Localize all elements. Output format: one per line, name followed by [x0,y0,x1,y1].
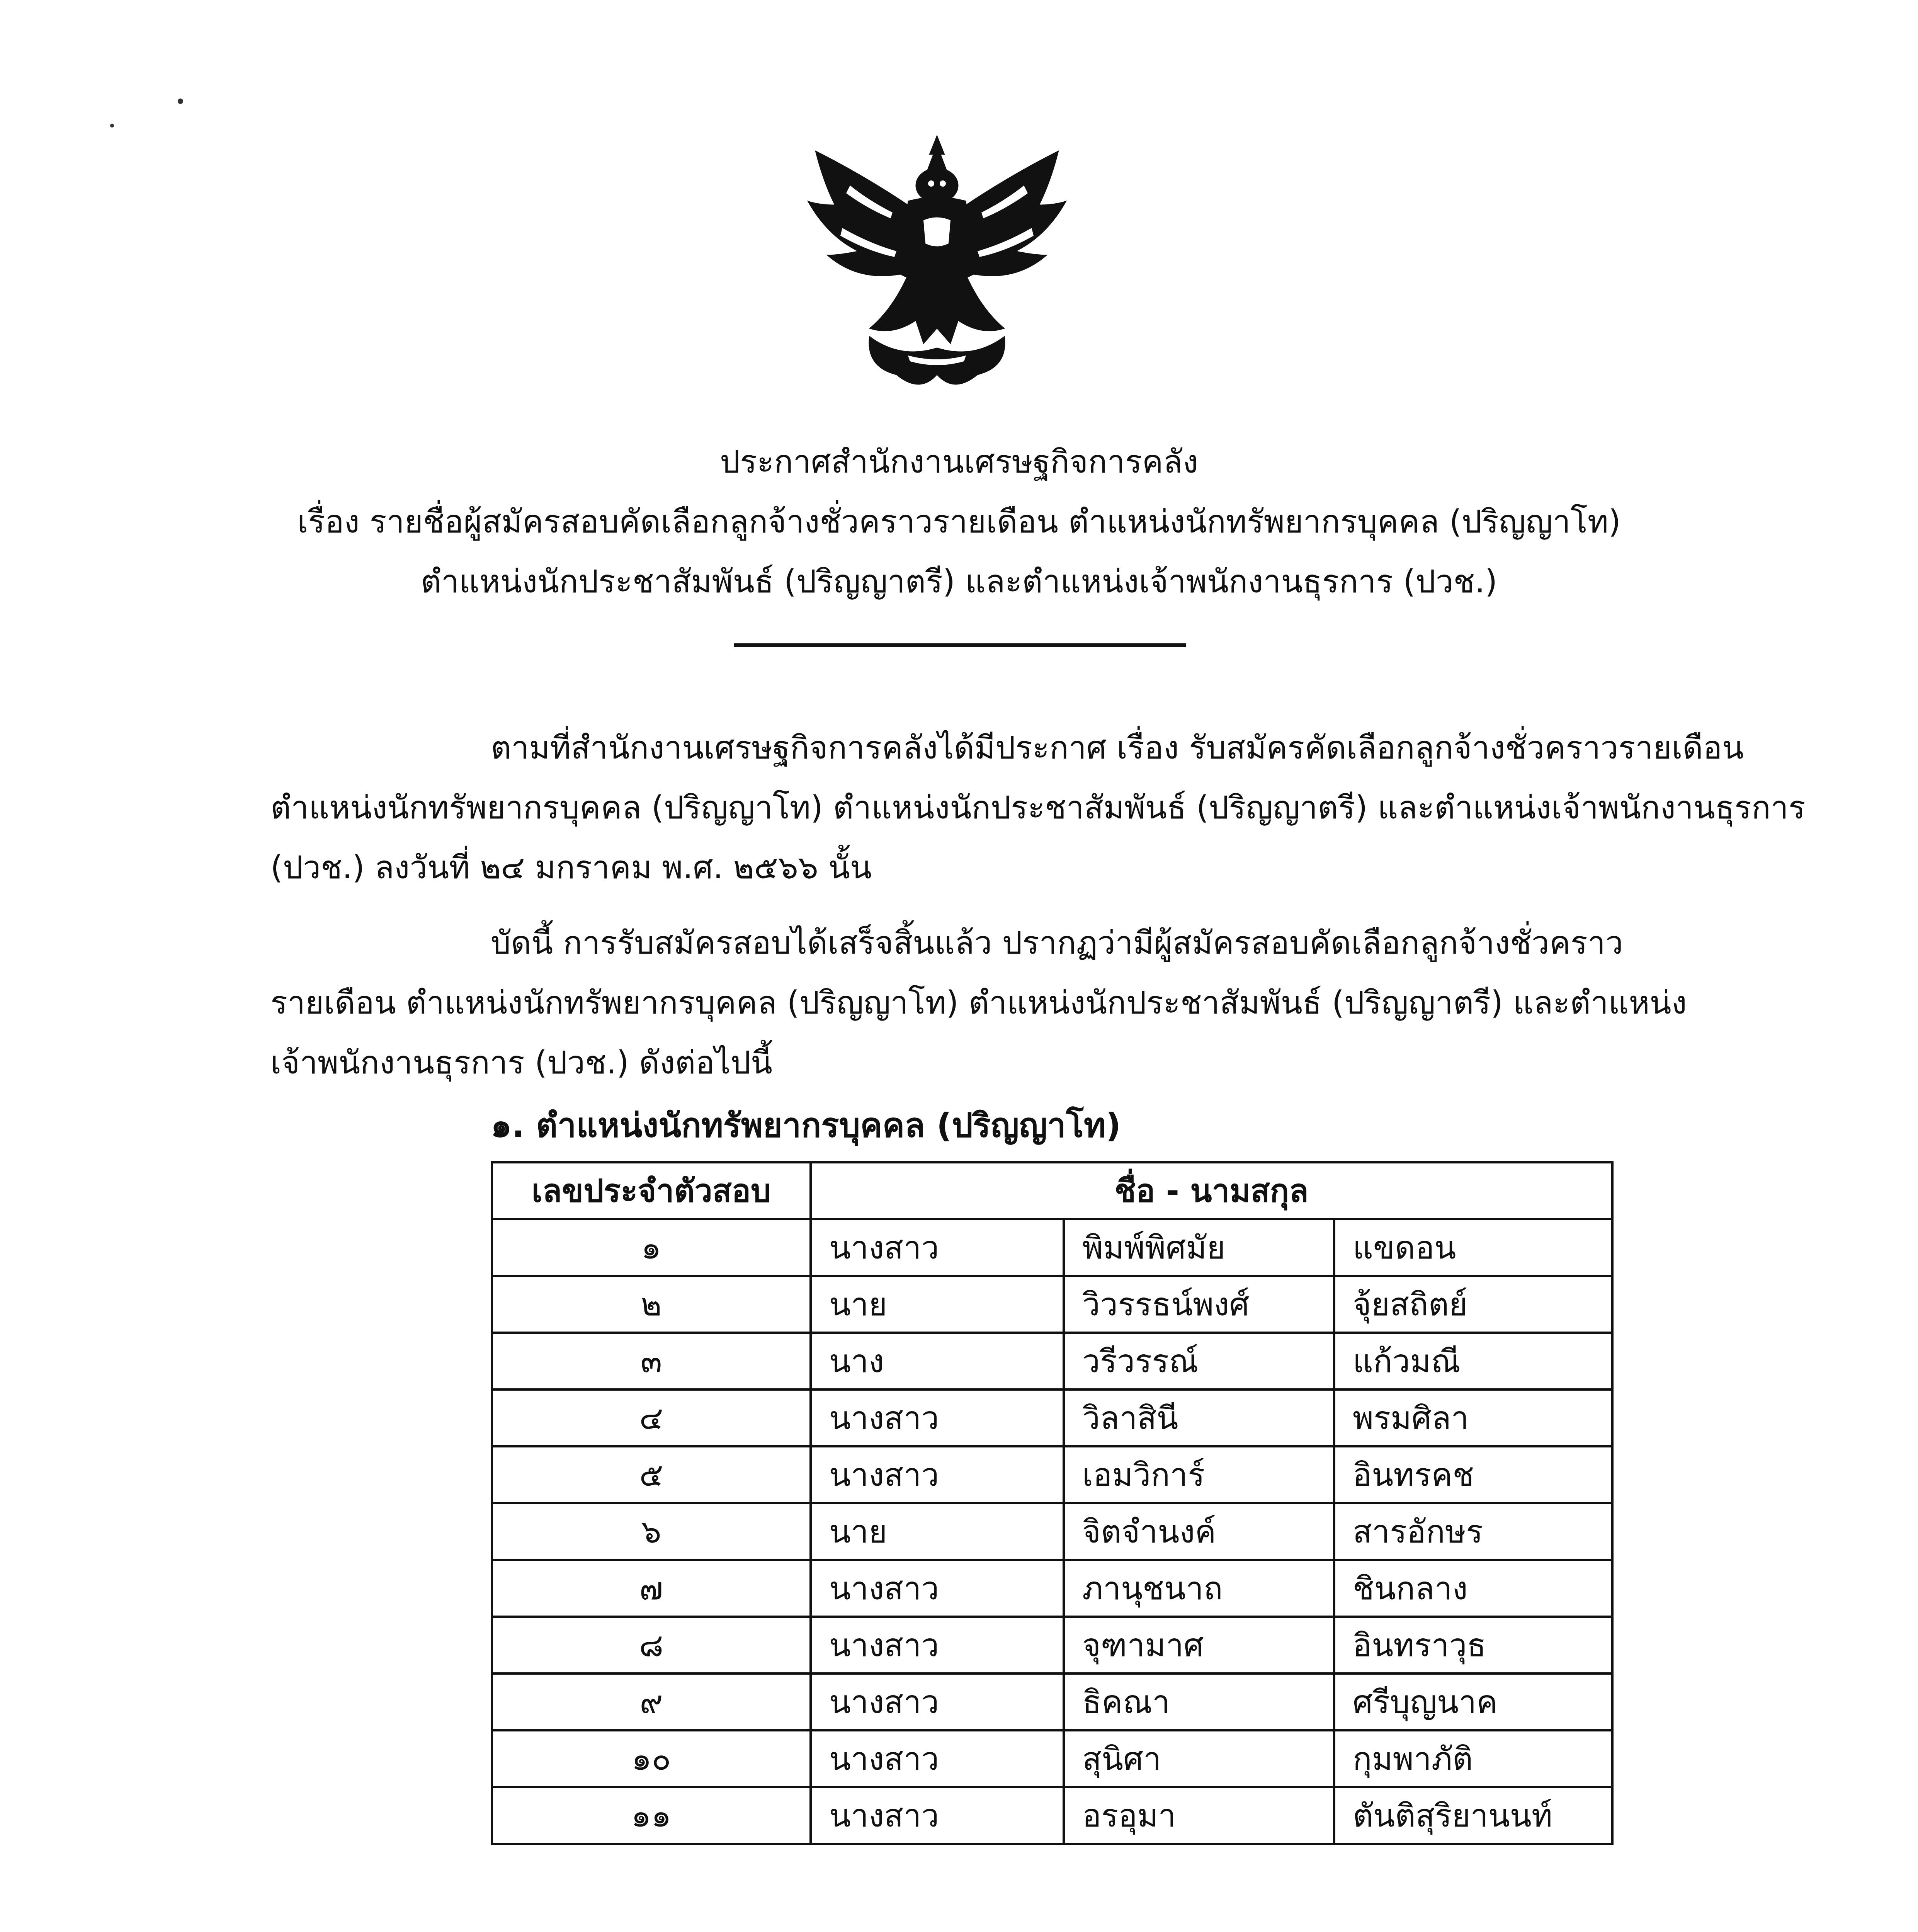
last-name-cell: ตันติสุริยานนท์ [1334,1787,1612,1844]
announcement-subject-line-2: ตำแหน่งนักประชาสัมพันธ์ (ปริญญาตรี) และตำแหน่งเจ้าพนักงานธุรการ (ปวช.) [420,563,1498,600]
first-name-cell: พิมพ์พิศมัย [1064,1219,1334,1276]
name-prefix-cell: นาง [811,1333,1064,1389]
first-name-cell: วิวรรธน์พงศ์ [1064,1276,1334,1333]
name-prefix-cell: นางสาว [811,1446,1064,1503]
table-row [492,1560,1612,1617]
name-prefix-cell: นางสาว [811,1673,1064,1730]
paragraph-1-line-1: ตามที่สำนักงานเศรษฐกิจการคลังได้มีประกาศ เรื่อง รับสมัครคัดเลือกลูกจ้างชั่วคราวรายเดือน [491,730,1744,766]
exam-id-cell: ๓ [492,1333,811,1389]
table-header-row [492,1162,1612,1219]
heading-divider [734,643,1186,647]
exam-id-cell: ๖ [492,1503,811,1560]
name-prefix-cell: นาย [811,1276,1064,1333]
table-row [492,1617,1612,1673]
exam-id-cell: ๒ [492,1276,811,1333]
table-row [492,1446,1612,1503]
table-row [492,1503,1612,1560]
last-name-cell: อินทราวุธ [1334,1617,1612,1673]
name-prefix-cell: นางสาว [811,1560,1064,1617]
last-name-cell: จุ้ยสถิตย์ [1334,1276,1612,1333]
name-prefix-cell: นางสาว [811,1617,1064,1673]
announcement-title: ประกาศสำนักงานเศรษฐกิจการคลัง [720,444,1198,480]
last-name-cell: ศรีบุญนาค [1334,1673,1612,1730]
first-name-cell: วิลาสินี [1064,1389,1334,1446]
exam-id-cell: ๔ [492,1389,811,1446]
exam-id-cell: ๑๐ [492,1730,811,1787]
paragraph-2-line-2: รายเดือน ตำแหน่งนักทรัพยากรบุคคล (ปริญญาโท) ตำแหน่งนักประชาสัมพันธ์ (ปริญญาตรี) และตำแหน่ง [270,985,1687,1021]
name-prefix-cell: นางสาว [811,1787,1064,1844]
last-name-cell: แขดอน [1334,1219,1612,1276]
exam-id-cell: ๘ [492,1617,811,1673]
exam-id-cell: ๕ [492,1446,811,1503]
last-name-cell: ชินกลาง [1334,1560,1612,1617]
table-row [492,1389,1612,1446]
section-1-title: ๑. ตำแหน่งนักทรัพยากรบุคคล (ปริญญาโท) [491,1106,1121,1145]
table-row [492,1730,1612,1787]
table-row [492,1673,1612,1730]
exam-id-cell: ๑ [492,1219,811,1276]
first-name-cell: เอมวิการ์ [1064,1446,1334,1503]
paragraph-2-line-3: เจ้าพนักงานธุรการ (ปวช.) ดังต่อไปนี้ [270,1044,772,1081]
first-name-cell: จุฑามาศ [1064,1617,1334,1673]
name-prefix-cell: นางสาว [811,1219,1064,1276]
exam-id-cell: ๑๑ [492,1787,811,1844]
garuda-emblem-icon [792,128,1082,398]
first-name-cell: วรีวรรณ์ [1064,1333,1334,1389]
first-name-cell: อรอุมา [1064,1787,1334,1844]
first-name-cell: จิตจำนงค์ [1064,1503,1334,1560]
paragraph-1-line-2: ตำแหน่งนักทรัพยากรบุคคล (ปริญญาโท) ตำแหน่งนักประชาสัมพันธ์ (ปริญญาตรี) และตำแหน่งเจ้าพนักงานธุรการ [270,789,1806,826]
name-prefix-cell: นาย [811,1503,1064,1560]
last-name-cell: สารอักษร [1334,1503,1612,1560]
column-header-full-name: ชื่อ - นามสกุล [811,1162,1612,1219]
name-prefix-cell: นางสาว [811,1730,1064,1787]
scan-speck [110,124,114,128]
announcement-subject-line-1: เรื่อง รายชื่อผู้สมัครสอบคัดเลือกลูกจ้างชั่วคราวรายเดือน ตำแหน่งนักทรัพยากรบุคคล (ปริญญาโท) [297,503,1621,540]
last-name-cell: กุมพาภัติ [1334,1730,1612,1787]
last-name-cell: อินทรคช [1334,1446,1612,1503]
last-name-cell: แก้วมณี [1334,1333,1612,1389]
first-name-cell: ภานุชนาถ [1064,1560,1334,1617]
exam-id-cell: ๗ [492,1560,811,1617]
section-1-table [491,1161,1614,1845]
table-row [492,1333,1612,1389]
table-row [492,1219,1612,1276]
exam-id-cell: ๙ [492,1673,811,1730]
paragraph-1-line-3: (ปวช.) ลงวันที่ ๒๔ มกราคม พ.ศ. ๒๕๖๖ นั้น [270,849,872,886]
table-row [492,1276,1612,1333]
first-name-cell: สุนิศา [1064,1730,1334,1787]
scan-speck [178,99,183,104]
last-name-cell: พรมศิลา [1334,1389,1612,1446]
table-row [492,1787,1612,1844]
name-prefix-cell: นางสาว [811,1389,1064,1446]
paragraph-2-line-1: บัดนี้ การรับสมัครสอบได้เสร็จสิ้นแล้ว ปรากฏว่ามีผู้สมัครสอบคัดเลือกลูกจ้างชั่วคราว [491,925,1623,961]
first-name-cell: ธิคณา [1064,1673,1334,1730]
column-header-exam-id: เลขประจำตัวสอบ [492,1162,811,1219]
